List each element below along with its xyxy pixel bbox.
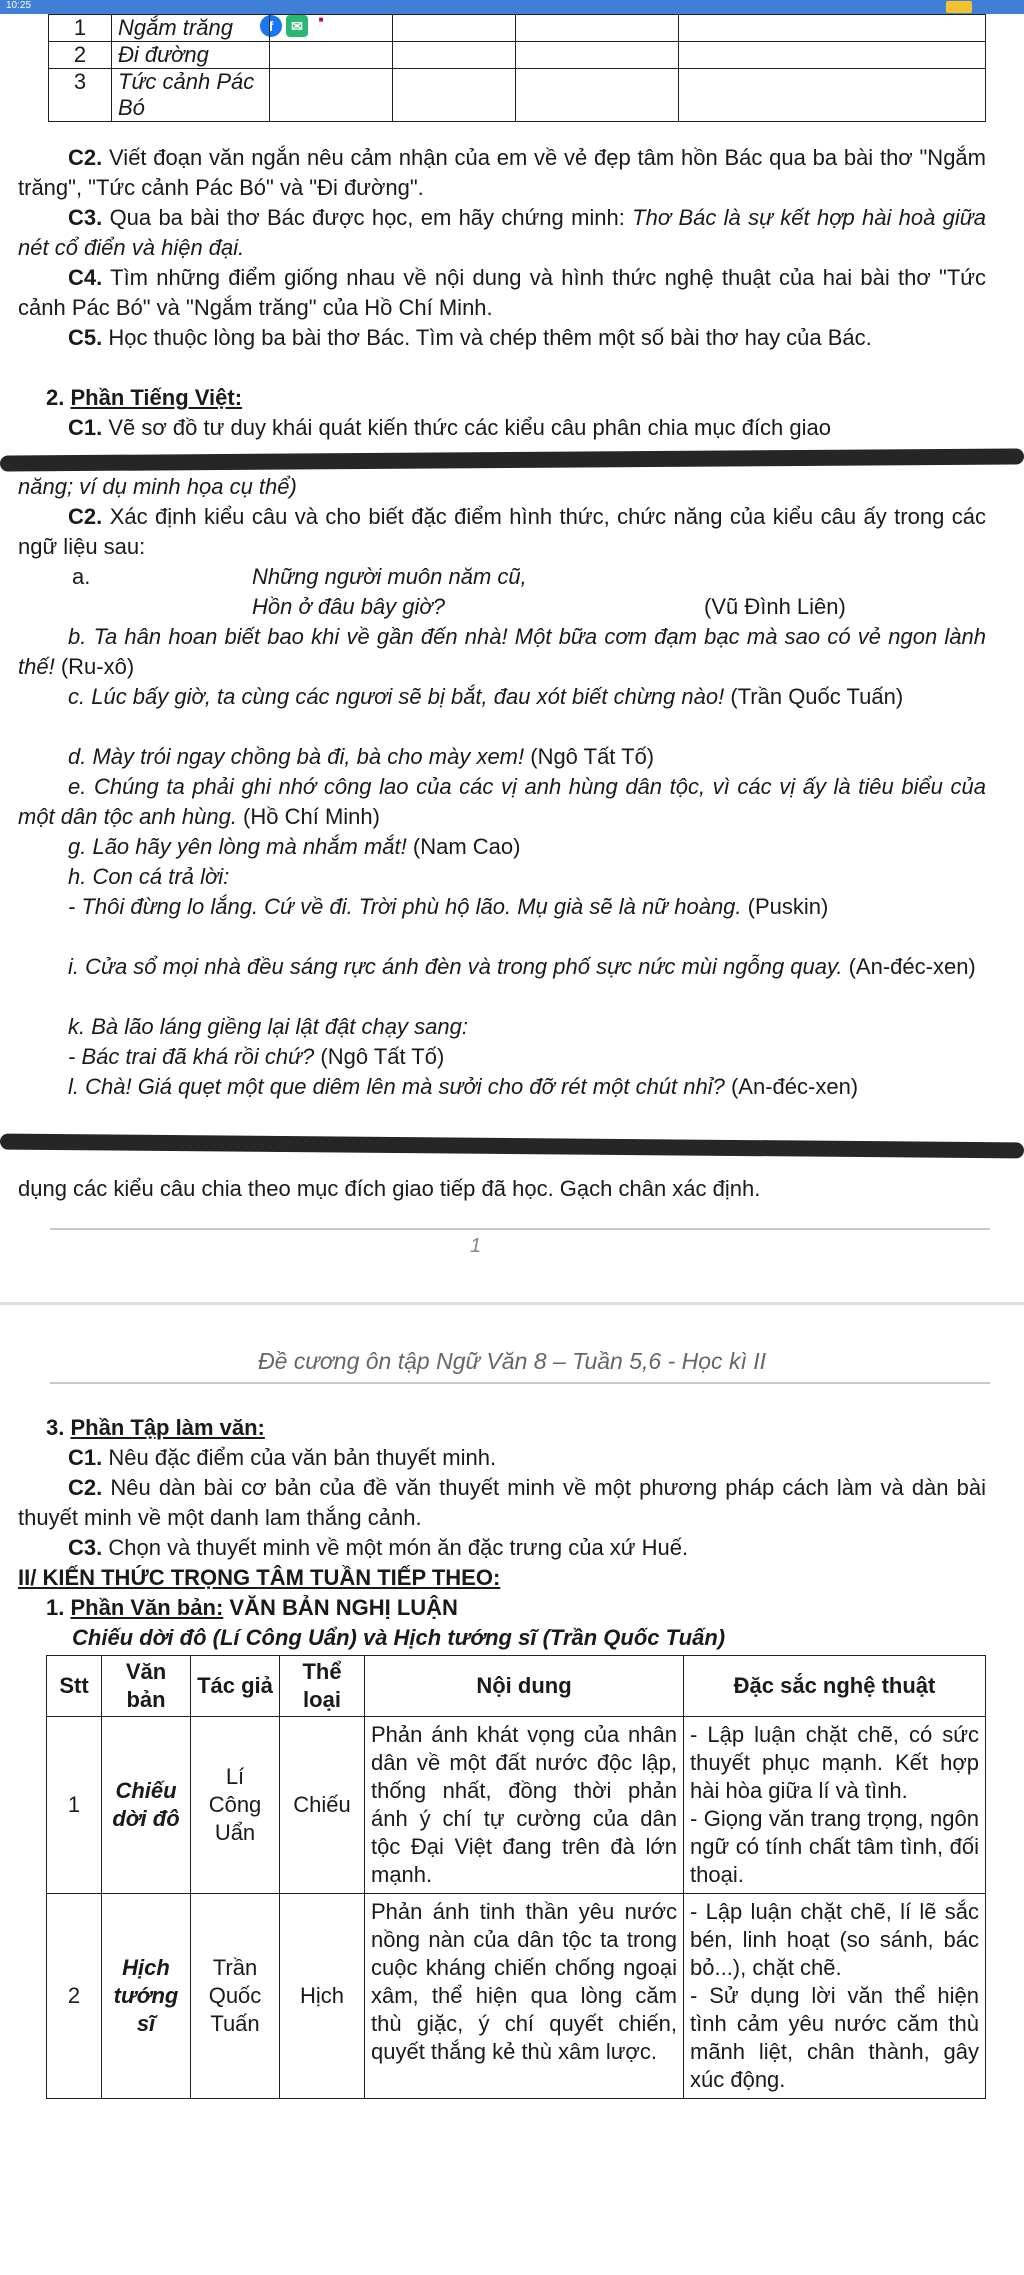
status-bar [0, 0, 1024, 14]
vn-question-c1-tail: năng; ví dụ minh họa cụ thể) [18, 474, 297, 499]
facebook-icon[interactable]: f [260, 15, 282, 37]
writing-question-c3: C3. Chọn và thuyết minh về một món ăn đặc trưng của xứ Huế. [68, 1535, 689, 1560]
table-header-row: Stt Văn bản Tác giả Thể loại Nội dung Đặc sắc nghệ thuật [47, 1656, 986, 1717]
example-h: h. Con cá trả lời: [68, 864, 230, 889]
table-row: 1 Ngắm trăng [49, 15, 986, 42]
page-footer-line [50, 1228, 990, 1230]
poem-table [48, 14, 986, 122]
works-line: Chiếu dời đô (Lí Công Uẩn) và Hịch tướng sĩ (Trần Quốc Tuấn) [72, 1625, 726, 1650]
part2-subheading: 1. Phần Văn bản: VĂN BẢN NGHỊ LUẬN [46, 1595, 458, 1620]
vn-question-c3-tail: dụng các kiểu câu chia theo mục đích giao tiếp đã học. Gạch chân xác định. [18, 1176, 761, 1201]
vn-question-c1: C1. Vẽ sơ đồ tư duy khái quát kiến thức các kiểu câu phân chia mục đích giao [68, 415, 832, 440]
part2-heading: II/ KIẾN THỨC TRỌNG TÂM TUẦN TIẾP THEO: [18, 1565, 501, 1590]
app-icon[interactable]: ■ [312, 15, 330, 37]
example-a-label: a. [72, 564, 91, 589]
example-a-line1: Những người muôn năm cũ, [252, 564, 527, 589]
example-a-source: (Vũ Đình Liên) [704, 594, 846, 619]
redaction-strip [0, 448, 1024, 471]
example-h-reply: - Thôi đừng lo lắng. Cứ về đi. Trời phù hộ lão. Mụ già sẽ là nữ hoàng. (Puskin) [68, 894, 829, 919]
lit-question-c5: C5. Học thuộc lòng ba bài thơ Bác. Tìm và chép thêm một số bài thơ hay của Bác. [68, 325, 872, 350]
status-time: 10:25 [6, 0, 32, 11]
page-separator [0, 1302, 1024, 1305]
table-row: 2 Hịch tướng sĩ Trần Quốc Tuấn Hịch Phản ánh tinh thần yêu nước nồng nàn của dân tộc ta trong cuộc kháng chiến chống ngoại xâm, thể hiện qua lòng căm thù giặc, ý chí quyết chiến, quyết thắng kẻ thù xâm lược. - Lập luận chặt chẽ, lí lẽ sắc bén, linh hoạt (so sánh, bác bỏ...), chặt chẽ. - Sử dụng lời văn thể hiện tình cảm yêu nước căm thù mãnh liệt, chân thành, gây xúc động. [47, 1894, 986, 2099]
literature-summary-table [46, 1655, 986, 2099]
page-header: Đề cương ôn tập Ngữ Văn 8 – Tuần 5,6 - Học kì II [258, 1348, 766, 1374]
message-icon[interactable]: ✉ [286, 15, 308, 37]
redaction-strip [0, 1134, 1024, 1159]
example-k-reply: - Bác trai đã khá rồi chứ? (Ngô Tất Tố) [68, 1044, 445, 1069]
example-a-line2: Hồn ở đâu bây giờ? [252, 594, 445, 619]
example-g: g. Lão hãy yên lòng mà nhắm mắt! (Nam Cao) [68, 834, 521, 859]
page-header-line [50, 1382, 990, 1384]
writing-question-c2: C2. Nêu dàn bài cơ bản của đề văn thuyết minh về một phương pháp cách làm và dàn bài thuyết minh về một danh lam thắng cảnh. [18, 1475, 986, 1530]
section-heading-vietnamese: 2. Phần Tiếng Việt: [46, 385, 243, 410]
table-row: 3 Tức cảnh Pác Bó [49, 69, 986, 122]
page-number: 1 [470, 1235, 482, 1257]
lit-question-c3: C3. Qua ba bài thơ Bác được học, em hãy chứng minh: Thơ Bác là sự kết hợp hài hoà giữa nét cổ điển và hiện đại. [18, 205, 986, 260]
section-heading-writing: 3. Phần Tập làm văn: [46, 1415, 265, 1440]
example-i: i. Cửa sổ mọi nhà đều sáng rực ánh đèn và trong phố sực nức mùi ngỗng quay. (An-đéc-xen) [68, 954, 976, 979]
lit-question-c4: C4. Tìm những điểm giống nhau về nội dung và hình thức nghệ thuật của hai bài thơ "Tức cảnh Pác Bó" và "Ngắm trăng" của Hồ Chí Minh. [18, 265, 987, 320]
example-k: k. Bà lão láng giềng lại lật đật chạy sang: [68, 1014, 468, 1039]
example-b: b. Ta hân hoan biết bao khi về gần đến nhà! Một bữa cơm đạm bạc mà sao có vẻ ngon lành thế! (Ru-xô) [18, 624, 986, 679]
vn-question-c2: C2. Xác định kiểu câu và cho biết đặc điểm hình thức, chức năng của kiểu câu ấy trong các ngữ liệu sau: [18, 504, 986, 559]
example-e: e. Chúng ta phải ghi nhớ công lao của các vị anh hùng dân tộc, vì các vị ấy là tiêu biểu của một dân tộc anh hùng. (Hồ Chí Minh) [18, 774, 986, 829]
battery-icon [946, 1, 972, 13]
example-l: l. Chà! Giá quẹt một que diêm lên mà sưởi cho đỡ rét một chút nhỉ? (An-đéc-xen) [68, 1074, 859, 1099]
example-c: c. Lúc bấy giờ, ta cùng các ngươi sẽ bị bắt, đau xót biết chừng nào! (Trần Quốc Tuấn) [68, 684, 904, 709]
example-d: d. Mày trói ngay chồng bà đi, bà cho mày xem! (Ngô Tất Tố) [68, 744, 655, 769]
table-row: 1 Chiếu dời đô Lí Công Uẩn Chiếu Phản ánh khát vọng của nhân dân về một đất nước độc lập, thống nhất, đồng thời phản ánh ý chí tự cường của dân tộc Đại Việt đang trên đà lớn mạnh. - Lập luận chặt chẽ, có sức thuyết phục mạnh. Kết hợp hài hòa giữa lí và tình. - Giọng văn trang trọng, ngôn ngữ có tính chất tâm tình, đối thoại. [47, 1717, 986, 1894]
table-row: 2 Đi đường [49, 42, 986, 69]
lit-question-c2: C2. Viết đoạn văn ngắn nêu cảm nhận của em về vẻ đẹp tâm hồn Bác qua ba bài thơ "Ngắm trăng", "Tức cảnh Pác Bó" và "Đi đường". [18, 145, 986, 200]
writing-question-c1: C1. Nêu đặc điểm của văn bản thuyết minh. [68, 1445, 497, 1470]
